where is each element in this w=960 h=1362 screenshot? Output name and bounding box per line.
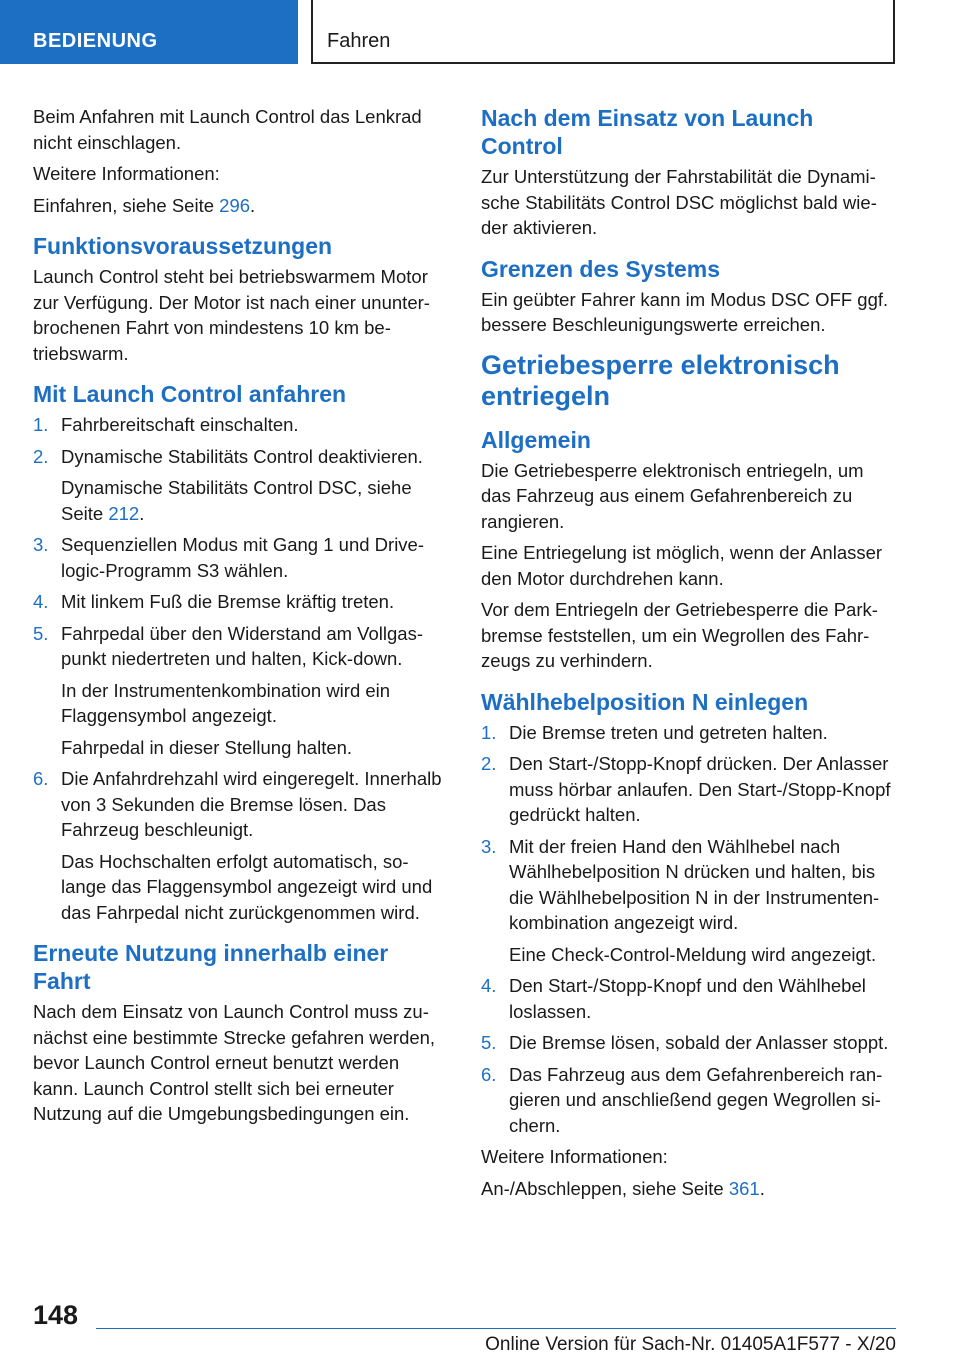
paragraph: Weitere Informationen: (481, 1146, 668, 1167)
heading-grenzen: Grenzen des Systems (481, 255, 721, 282)
heading-allgemein: Allgemein (481, 426, 591, 453)
paragraph: An-/Abschleppen, siehe Seite 361. (481, 1177, 765, 1199)
list-item: 3. Sequenziellen Modus mit Gang 1 und Drivelogic-Programm S3 wählen. (33, 534, 425, 581)
paragraph: Eine Entriegelung ist möglich, wenn der Anlasser den Motor durchdrehen kann. (481, 542, 883, 589)
steps-list (481, 720, 895, 1139)
steps-list (33, 412, 447, 925)
list-item: 1. Die Bremse treten und getreten halten. (481, 721, 828, 743)
heading-launch-control-anfahren: Mit Launch Control anfahren (33, 381, 347, 407)
paragraph: Einfahren, siehe Seite 296. (33, 194, 256, 216)
list-item: 5. Fahrpedal über den Widerstand am Vollgaspunkt niedertreten und halten, Kick-down. In der Instrumentenkombination wird ein Flaggensymbol angezeigt. Fahrpedal in dieser Stellung halten. (33, 622, 423, 758)
heading-funktionsvoraussetzungen: Funktionsvoraussetzungen (33, 233, 333, 259)
heading-nach-dem-einsatz: Nach dem Einsatz von Launch Control (481, 105, 814, 159)
left-column (33, 104, 447, 1133)
list-item: 4. Mit linkem Fuß die Bremse kräftig treten. (33, 591, 395, 612)
heading-erneute-nutzung: Erneute Nutzung innerhalb einer Fahrt (33, 940, 389, 994)
section-tab: BEDIENUNG (0, 0, 298, 64)
page-link-296[interactable]: 296 (219, 194, 251, 216)
paragraph: Die Getriebesperre elektronisch entriegeln, um das Fahrzeug aus einem Gefahrenbereich zu rangieren. (481, 459, 864, 532)
chapter-title: Fahren (311, 0, 895, 64)
paragraph: Ein geübter Fahrer kann im Modus DSC OFF ggf. bessere Beschleunigungswerte erreichen. (481, 288, 889, 335)
list-item: 5. Die Bremse lösen, sobald der Anlasser stoppt. (481, 1032, 889, 1053)
paragraph: Vor dem Entriegeln der Getriebesperre die Parkbremse feststellen, um ein Wegrollen des Fahrzeugs zu verhindern. (481, 599, 878, 671)
paragraph: Zur Unterstützung der Fahrstabilität die Dynamische Stabilitäts Control DSC möglichst bald wieder aktivieren. (481, 166, 877, 238)
right-column (481, 104, 895, 1207)
paragraph: Beim Anfahren mit Launch Control das Lenkrad nicht einschlagen. (33, 106, 422, 153)
page-number: 148 (33, 1300, 79, 1330)
footer-divider (96, 1328, 896, 1329)
page-link-212[interactable]: 212 (108, 502, 140, 524)
list-item: 2. Dynamische Stabilitäts Control deaktivieren. Dynamische Stabilitäts Control DSC, siehe Seite 212. (33, 445, 423, 524)
paragraph: Nach dem Einsatz von Launch Control muss zunächst eine bestimmte Strecke gefahren werden, bevor Launch Control erneut benutzt werden kann. Launch Control stellt sich bei erneuter Nutzung auf die Umgebungsbedingungen ein. (33, 1001, 436, 1124)
list-item: 6. Das Fahrzeug aus dem Gefahrenbereich rangieren und anschließend gegen Wegrollen sichern. (481, 1063, 883, 1136)
heading-waehlhebelposition: Wählhebelposition N einlegen (481, 688, 809, 715)
paragraph: Weitere Informationen: (33, 163, 220, 184)
list-item: 3. Mit der freien Hand den Wählhebel nach Wählhebelposition N drücken und halten, bis die Wählhebelposition N in der Instrumentenkombination angezeigt wird. Eine Check-Control-Meldung wird angezeigt. (481, 835, 880, 965)
paragraph: Launch Control steht bei betriebswarmem Motor zur Verfügung. Der Motor ist nach einer ununterbrochenen Fahrt von mindestens 10 km betriebswarm. (33, 266, 430, 364)
footer-version: Online Version für Sach-Nr. 01405A1F577 - X/20 (485, 1334, 896, 1355)
heading-getriebesperre: Getriebesperre elektronisch entriegeln (481, 349, 840, 411)
list-item: 1. Fahrbereitschaft einschalten. (33, 414, 299, 435)
list-item: 2. Den Start-/Stopp-Knopf drücken. Der Anlasser muss hörbar anlaufen. Den Start-/Stopp-Knopf gedrückt halten. (481, 753, 891, 825)
list-item: 4. Den Start-/Stopp-Knopf und den Wählhebel loslassen. (481, 975, 866, 1022)
page-link-361[interactable]: 361 (728, 1177, 760, 1199)
list-item: 6. Die Anfahrdrehzahl wird eingeregelt. Innerhalb von 3 Sekunden die Bremse lösen. Das Fahrzeug beschleunigt. Das Hochschalten erfolgt automatisch, solange das Flaggensymbol angezeigt wird und das Fahrpedal nicht zurückgenommen wird. (33, 768, 442, 923)
